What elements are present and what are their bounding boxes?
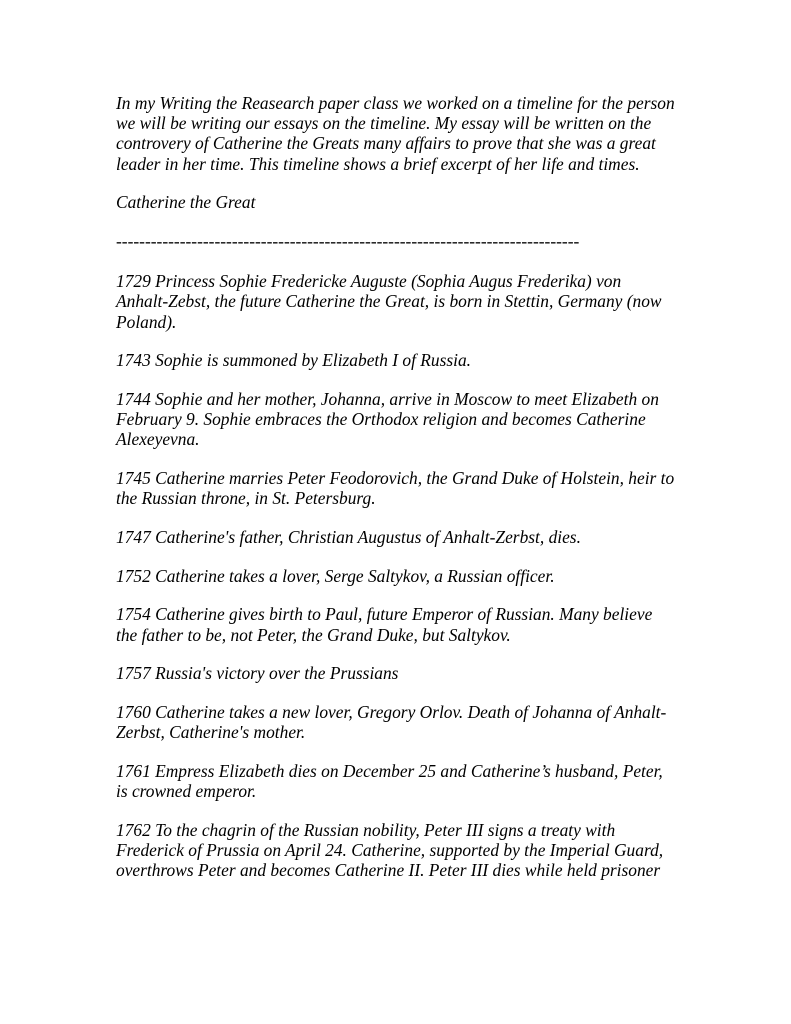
timeline-entry: 1745 Catherine marries Peter Feodorovich, the Grand Duke of Holstein, heir to the Russian throne, in St. Petersburg. bbox=[116, 468, 675, 509]
timeline-entry: 1761 Empress Elizabeth dies on December 25 and Catherine’s husband, Peter, is crowned emperor. bbox=[116, 760, 663, 802]
document-page bbox=[116, 93, 676, 899]
timeline-entry: 1747 Catherine's father, Christian Augustus of Anhalt-Zerbst, dies. bbox=[116, 527, 581, 548]
divider-line: -------------------------------------------------------------------------------- bbox=[116, 231, 580, 252]
timeline-entry: 1762 To the chagrin of the Russian nobility, Peter III signs a treaty with Frederick of Prussia on April 24. Catherine, supported by the Imperial Guard, overthrows Peter and becomes Catherine II. Peter III dies while held prisoner bbox=[116, 819, 664, 881]
timeline-entry: 1729 Princess Sophie Fredericke Auguste (Sophia Augus Frederika) von Anhalt-Zebst, the future Catherine the Great, is born in Stettin, Germany (now Poland). bbox=[116, 271, 662, 332]
timeline-entry: 1760 Catherine takes a new lover, Gregory Orlov. Death of Johanna of Anhalt-Zerbst, Catherine's mother. bbox=[116, 702, 667, 743]
timeline-entry: 1754 Catherine gives birth to Paul, future Emperor of Russian. Many believe the father to be, not Peter, the Grand Duke, but Saltykov. bbox=[116, 604, 653, 645]
timeline-entry: 1757 Russia's victory over the Prussians bbox=[116, 663, 399, 684]
timeline-entry: 1744 Sophie and her mother, Johanna, arrive in Moscow to meet Elizabeth on February 9. Sophie embraces the Orthodox religion and becomes Catherine Alexeyevna. bbox=[116, 389, 659, 450]
timeline-entry: 1743 Sophie is summoned by Elizabeth I of Russia. bbox=[116, 350, 472, 371]
document-title: Catherine the Great bbox=[116, 192, 256, 213]
intro-paragraph: In my Writing the Reasearch paper class we worked on a timeline for the person we will be writing our essays on the timeline. My essay will be written on the controvery of Catherine the Greats many affairs to prove that she was a great leader in her time. This timeline shows a brief excerpt of her life and times. bbox=[116, 93, 675, 174]
timeline-entry: 1752 Catherine takes a lover, Serge Saltykov, a Russian officer. bbox=[116, 565, 555, 586]
